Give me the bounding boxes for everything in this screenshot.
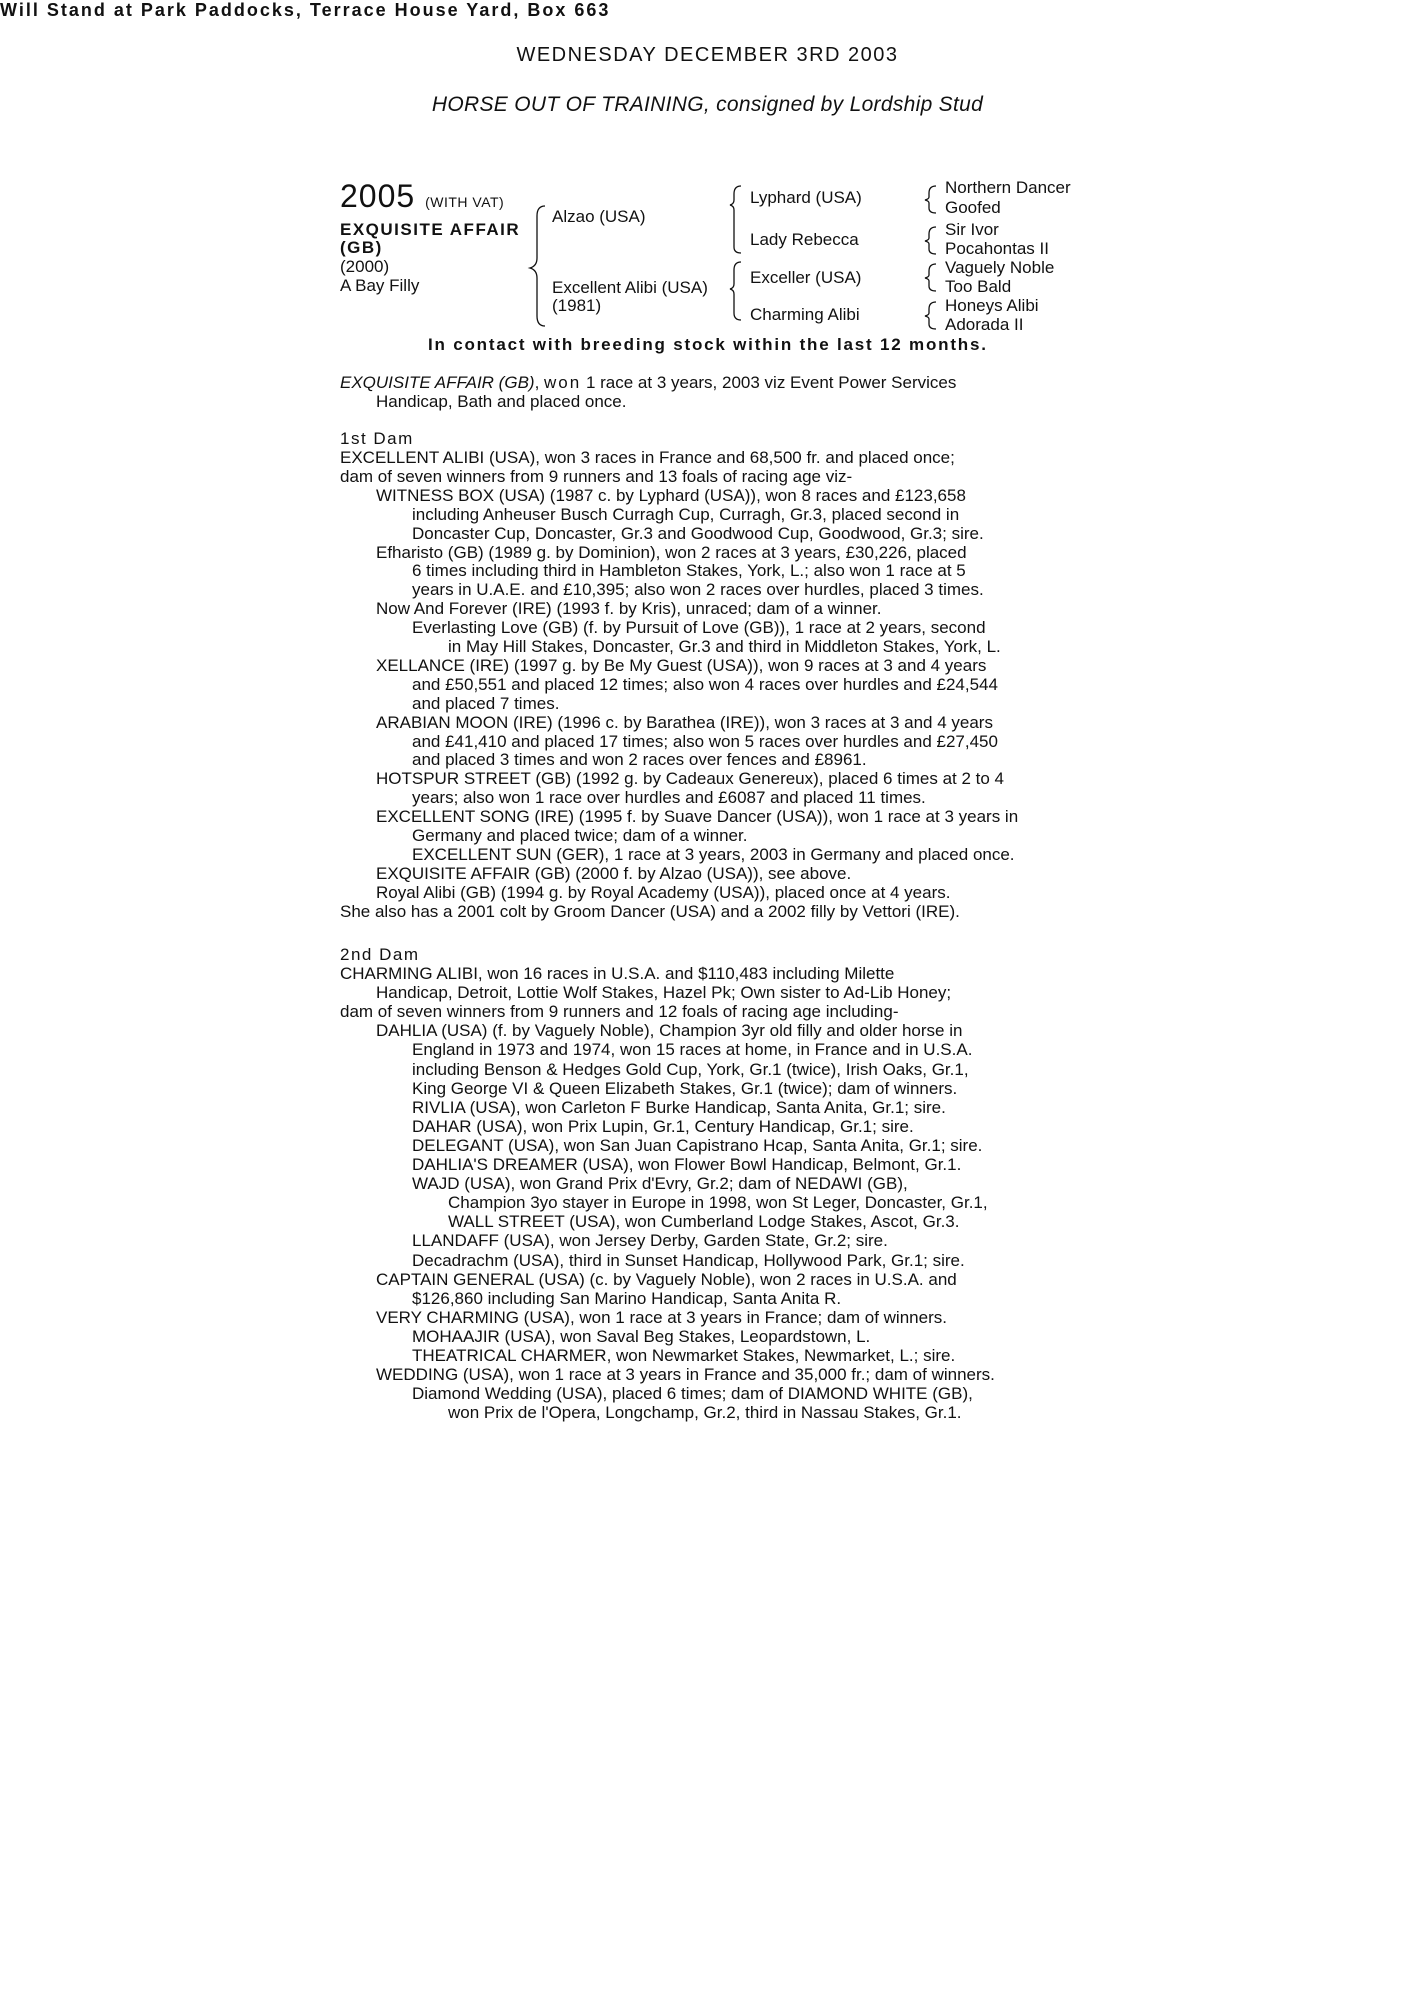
record-line: VERY CHARMING (USA), won 1 race at 3 years in France; dam of winners. <box>376 1307 947 1327</box>
record-line: including Anheuser Busch Curragh Cup, Curragh, Gr.3, placed second in <box>412 504 960 524</box>
first-dam-heading: 1st Dam <box>340 429 414 448</box>
record-line: DAHAR (USA), won Prix Lupin, Gr.1, Century Handicap, Gr.1; sire. <box>412 1116 914 1136</box>
pedigree-brace-gg2 <box>925 227 936 254</box>
record-line: King George VI & Queen Elizabeth Stakes, Gr.1 (twice); dam of winners. <box>412 1078 958 1098</box>
record-line: EXQUISITE AFFAIR (GB) (2000 f. by Alzao (USA)), see above. <box>376 863 852 883</box>
record-line: THEATRICAL CHARMER, won Newmarket Stakes, Newmarket, L.; sire. <box>412 1346 956 1365</box>
record-line: Doncaster Cup, Doncaster, Gr.3 and Goodwood Cup, Goodwood, Gr.3; sire. <box>412 523 984 543</box>
record-line: in May Hill Stakes, Doncaster, Gr.3 and third in Middleton Stakes, York, L. <box>448 637 1001 656</box>
pedigree-grandparent: Lyphard (USA) <box>750 188 862 207</box>
record-line: years; also won 1 race over hurdles and £6087 and placed 11 times. <box>412 788 926 808</box>
record-line: and placed 7 times. <box>412 693 560 713</box>
pedigree-great-grandparent: Vaguely Noble <box>945 258 1055 277</box>
horse-description: A Bay Filly <box>340 276 420 295</box>
record-line: EXCELLENT ALIBI (USA), won 3 races in France and 68,500 fr. and placed once; <box>340 448 955 467</box>
pedigree-brace-main <box>530 206 545 326</box>
record-line: LLANDAFF (USA), won Jersey Derby, Garden State, Gr.2; sire. <box>412 1231 888 1251</box>
pedigree-dam: Excellent Alibi (USA) <box>552 278 708 297</box>
record-line: WAJD (USA), won Grand Prix d'Evry, Gr.2; dam of NEDAWI (GB), <box>412 1174 908 1194</box>
record-line: $126,860 including San Marino Handicap, Santa Anita R. <box>412 1288 842 1308</box>
pedigree-grandparent: Exceller (USA) <box>750 268 862 287</box>
contact-note: In contact with breeding stock within the last 12 months. <box>428 335 988 354</box>
pedigree-grandparent: Lady Rebecca <box>750 230 859 249</box>
record-line: CAPTAIN GENERAL (USA) (c. by Vaguely Noble), won 2 races in U.S.A. and <box>376 1269 957 1289</box>
record-line: RIVLIA (USA), won Carleton F Burke Handicap, Santa Anita, Gr.1; sire. <box>412 1097 946 1117</box>
record-line: and £41,410 and placed 17 times; also won 5 races over hurdles and £27,450 <box>412 731 998 751</box>
vat-note: (WITH VAT) <box>425 194 505 210</box>
pedigree-brace-gg4 <box>925 302 936 329</box>
pedigree-great-grandparent: Pocahontas II <box>945 239 1049 258</box>
record-line: Germany and placed twice; dam of a winner. <box>412 826 748 845</box>
record-line: DAHLIA (USA) (f. by Vaguely Noble), Champion 3yr old filly and older horse in <box>376 1021 963 1041</box>
stable-location: Will Stand at Park Paddocks, Terrace House Yard, Box 663 <box>0 0 611 20</box>
record-line: MOHAAJIR (USA), won Saval Beg Stakes, Leopardstown, L. <box>412 1326 871 1346</box>
record-line: WEDDING (USA), won 1 race at 3 years in France and 35,000 fr.; dam of winners. <box>376 1365 995 1385</box>
second-dam-heading: 2nd Dam <box>340 945 420 964</box>
record-line: and £50,551 and placed 12 times; also won 4 races over hurdles and £24,544 <box>412 674 998 694</box>
record-line: and placed 3 times and won 2 races over fences and £8961. <box>412 750 867 770</box>
horse-name: EXQUISITE AFFAIR <box>340 220 521 239</box>
summary-text: 1 race at 3 years, 2003 viz Event Power Services <box>581 373 957 392</box>
record-line: won Prix de l'Opera, Longchamp, Gr.2, third in Nassau Stakes, Gr.1. <box>448 1403 962 1423</box>
record-line: Decadrachm (USA), third in Sunset Handicap, Hollywood Park, Gr.1; sire. <box>412 1250 965 1270</box>
summary-line: EXQUISITE AFFAIR (GB), won 1 race at 3 years, 2003 viz Event Power Services <box>340 373 957 392</box>
record-line: Handicap, Detroit, Lottie Wolf Stakes, Hazel Pk; Own sister to Ad-Lib Honey; <box>376 983 952 1003</box>
record-line: WALL STREET (USA), won Cumberland Lodge Stakes, Ascot, Gr.3. <box>448 1212 960 1232</box>
record-line: Efharisto (GB) (1989 g. by Dominion), won 2 races at 3 years, £30,226, placed <box>376 542 967 562</box>
pedigree-brace-sire <box>730 186 741 253</box>
record-line: EXCELLENT SONG (IRE) (1995 f. by Suave Dancer (USA)), won 1 race at 3 years in <box>376 807 1019 827</box>
consignment-line: HORSE OUT OF TRAINING, consigned by Lordship Stud <box>431 93 984 116</box>
record-line: dam of seven winners from 9 runners and 12 foals of racing age including- <box>340 1002 899 1022</box>
record-line: HOTSPUR STREET (GB) (1992 g. by Cadeaux Genereux), placed 6 times at 2 to 4 <box>376 769 1005 789</box>
pedigree-grandparent: Charming Alibi <box>750 305 860 324</box>
record-line: Champion 3yo stayer in Europe in 1998, won St Leger, Doncaster, Gr.1, <box>448 1193 988 1213</box>
pedigree-great-grandparent: Sir Ivor <box>945 220 999 239</box>
record-line: dam of seven winners from 9 runners and 13 foals of racing age viz- <box>340 466 853 486</box>
pedigree-great-grandparent: Northern Dancer <box>945 178 1071 197</box>
record-line: ARABIAN MOON (IRE) (1996 c. by Barathea (IRE)), won 3 races at 3 and 4 years <box>376 712 993 732</box>
summary-line-2: Handicap, Bath and placed once. <box>376 392 627 411</box>
record-line: Royal Alibi (GB) (1994 g. by Royal Academy (USA)), placed once at 4 years. <box>376 882 951 902</box>
pedigree-great-grandparent: Goofed <box>945 198 1001 217</box>
record-line: Diamond Wedding (USA), placed 6 times; dam of DIAMOND WHITE (GB), <box>412 1384 973 1404</box>
record-line: EXCELLENT SUN (GER), 1 race at 3 years, 2003 in Germany and placed once. <box>412 844 1015 864</box>
record-line: CHARMING ALIBI, won 16 races in U.S.A. and $110,483 including Milette <box>340 964 895 983</box>
record-line: DELEGANT (USA), won San Juan Capistrano Hcap, Santa Anita, Gr.1; sire. <box>412 1135 983 1155</box>
record-line: WITNESS BOX (USA) (1987 c. by Lyphard (USA)), won 8 races and £123,658 <box>376 485 966 505</box>
horse-country: (GB) <box>340 238 383 257</box>
record-line: 6 times including third in Hambleton Stakes, York, L.; also won 1 race at 5 <box>412 561 966 581</box>
lot-number-value: 2005 <box>340 178 416 214</box>
record-line: DAHLIA'S DREAMER (USA), won Flower Bowl Handicap, Belmont, Gr.1. <box>412 1155 962 1174</box>
summary-won: won <box>544 373 582 392</box>
record-line: years in U.A.E. and £10,395; also won 2 races over hurdles, placed 3 times. <box>412 580 984 600</box>
record-line: Everlasting Love (GB) (f. by Pursuit of Love (GB)), 1 race at 2 years, second <box>412 618 986 638</box>
pedigree-brace-gg3 <box>925 264 936 291</box>
record-line: She also has a 2001 colt by Groom Dancer (USA) and a 2002 filly by Vettori (IRE). <box>340 901 960 921</box>
pedigree-brace-gg1 <box>925 186 936 213</box>
horse-year: (2000) <box>340 257 390 276</box>
sale-date: WEDNESDAY DECEMBER 3RD 2003 <box>516 44 899 66</box>
record-line: XELLANCE (IRE) (1997 g. by Be My Guest (USA)), won 9 races at 3 and 4 years <box>376 655 987 675</box>
record-line: including Benson & Hedges Gold Cup, York, Gr.1 (twice), Irish Oaks, Gr.1, <box>412 1059 969 1079</box>
pedigree-brace-dam <box>730 262 741 320</box>
record-line: Now And Forever (IRE) (1993 f. by Kris), unraced; dam of a winner. <box>376 599 882 619</box>
pedigree-dam-year: (1981) <box>552 296 602 315</box>
record-line: England in 1973 and 1974, won 15 races at home, in France and in U.S.A. <box>412 1040 973 1060</box>
pedigree-sire: Alzao (USA) <box>552 207 646 226</box>
pedigree-great-grandparent: Too Bald <box>945 277 1012 296</box>
pedigree-great-grandparent: Adorada II <box>945 315 1024 334</box>
pedigree-great-grandparent: Honeys Alibi <box>945 296 1039 315</box>
summary-horse-name: EXQUISITE AFFAIR (GB) <box>340 373 535 392</box>
